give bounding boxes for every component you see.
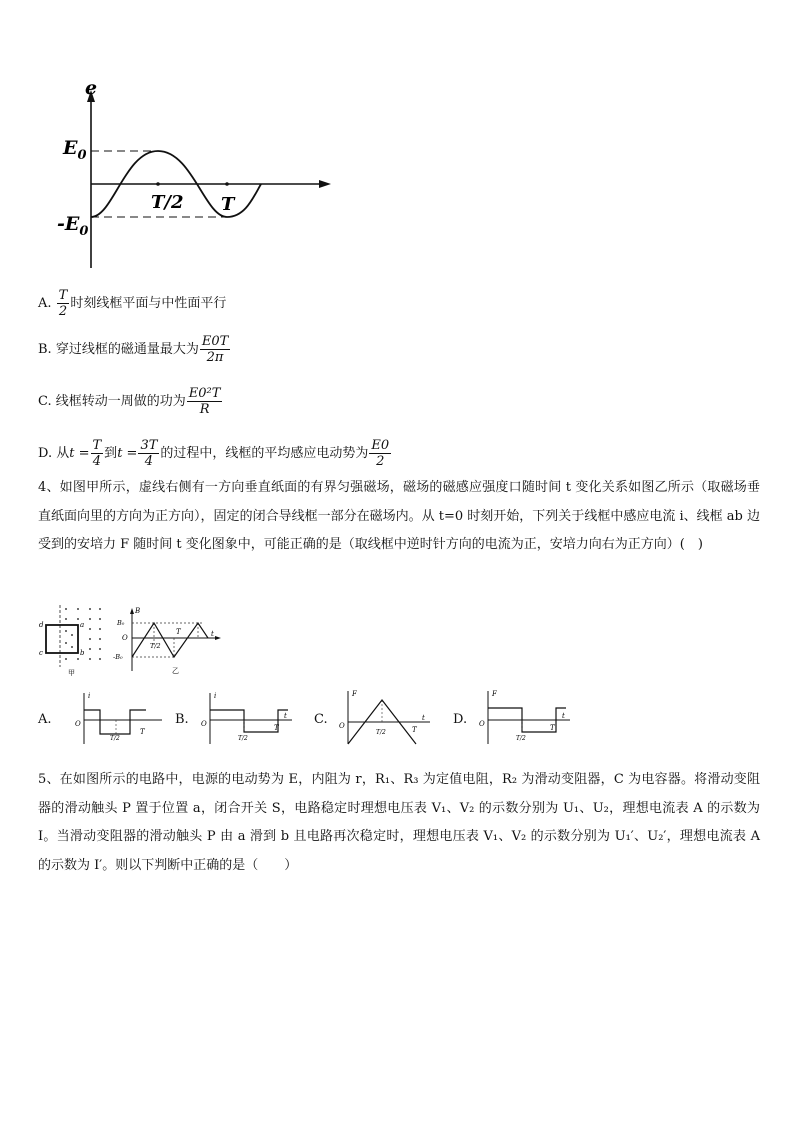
svg-text:i: i bbox=[88, 692, 91, 700]
T-half-label: T/2 bbox=[151, 192, 184, 213]
figure-yi bbox=[112, 605, 224, 677]
svg-text:O: O bbox=[75, 720, 81, 728]
q4-option-c-label[interactable]: C. bbox=[314, 712, 328, 727]
figure-jia bbox=[38, 605, 108, 677]
svg-text:t: t bbox=[422, 714, 425, 722]
q4-option-d-label[interactable]: D. bbox=[453, 712, 468, 727]
svg-text:b: b bbox=[80, 649, 85, 657]
svg-text:a: a bbox=[80, 621, 85, 629]
svg-text:O: O bbox=[201, 720, 207, 728]
svg-text:T: T bbox=[176, 628, 181, 636]
svg-text:T/2: T/2 bbox=[516, 735, 526, 742]
svg-text:T: T bbox=[274, 724, 279, 732]
svg-text:O: O bbox=[479, 720, 485, 728]
option-d: D. 从t = $\frac{T}{4}$ 到t = $\frac{3T}{4}$ 的过程中，线框的平均感应电动势为 $\frac{E0}{2}$ bbox=[38, 438, 390, 469]
emf-graph bbox=[55, 80, 340, 275]
svg-text:T/2: T/2 bbox=[238, 735, 248, 742]
q4-option-b-label[interactable]: B. bbox=[175, 712, 189, 727]
q4-option-a-graph[interactable] bbox=[72, 690, 164, 746]
fraction: $\frac{3T}{4}$ bbox=[140, 438, 158, 469]
question-4-text: 4、如图甲所示，虚线右侧有一方向垂直纸面的有界匀强磁场，磁场的磁感应强度口随时间 t 变化关系如图乙所示（取磁场垂直纸面向里的方向为正方向），固定的闭合导线框一部分在磁场内。从 t=0 时刻开始，下列关于线框中感应电流 i、线框 ab 边受到的安培力 F 随时间 t 变化图象中，可能正确的是（取线框中逆时针方向的电流为正，安培力向右为正方向）( ) bbox=[38, 480, 760, 552]
svg-text:t: t bbox=[562, 712, 565, 720]
svg-text:F: F bbox=[492, 690, 497, 698]
svg-text:i: i bbox=[214, 692, 217, 700]
q4-option-b-graph[interactable] bbox=[198, 690, 294, 746]
svg-text:O: O bbox=[339, 722, 345, 730]
fraction: $\frac{T}{4}$ bbox=[92, 438, 102, 469]
svg-text:d: d bbox=[39, 621, 44, 629]
svg-text:F: F bbox=[352, 690, 357, 698]
T-label: T bbox=[221, 194, 235, 215]
svg-text:T: T bbox=[140, 728, 145, 736]
option-a: A. $\frac{T}{2}$ 时刻线框平面与中性面平行 bbox=[38, 288, 227, 319]
svg-text:B: B bbox=[135, 607, 141, 615]
q4-option-d-graph[interactable] bbox=[476, 688, 572, 746]
e-axis-label: e bbox=[85, 80, 98, 99]
svg-text:T: T bbox=[412, 726, 417, 734]
svg-text:T/2: T/2 bbox=[150, 642, 161, 650]
q4-option-a-label[interactable]: A. bbox=[38, 712, 52, 727]
svg-text:T/2: T/2 bbox=[376, 729, 386, 736]
q4-option-c-graph[interactable] bbox=[336, 688, 432, 746]
B-curve bbox=[132, 623, 208, 657]
fraction: $\frac{E0T}{2\pi}$ bbox=[201, 334, 229, 365]
svg-text:T/2: T/2 bbox=[110, 735, 120, 742]
svg-text:t: t bbox=[211, 630, 214, 638]
svg-text:t: t bbox=[284, 712, 287, 720]
svg-text:B₀: B₀ bbox=[117, 619, 125, 627]
svg-text:c: c bbox=[39, 649, 43, 657]
svg-text:-B₀: -B₀ bbox=[113, 653, 123, 661]
negE0-label: $-E_0$ bbox=[57, 213, 89, 239]
option-b: B. 穿过线框的磁通量最大为 $\frac{E0T}{2\pi}$ bbox=[38, 334, 229, 365]
fraction: $\frac{T}{2}$ bbox=[58, 288, 68, 319]
fraction: $\frac{\text{E0²T}}{R}$ bbox=[188, 386, 221, 417]
svg-text:甲: 甲 bbox=[68, 669, 75, 677]
fraction: $\frac{E0}{2}$ bbox=[371, 438, 390, 469]
E0-label: $E_0$ bbox=[63, 137, 87, 163]
option-c: C. 线框转动一周做的功为 $\frac{\text{E0²T}}{R}$ bbox=[38, 386, 221, 417]
svg-text:T: T bbox=[550, 724, 555, 732]
svg-text:O: O bbox=[122, 634, 128, 642]
svg-text:乙: 乙 bbox=[172, 667, 179, 675]
question-5-text: 5、在如图所示的电路中，电源的电动势为 E，内阻为 r，R₁、R₃ 为定值电阻，R₂ 为滑动变阻器，C 为电容器。将滑动变阻器的滑动触头 P 置于位置 a，闭合开关 S，电路稳定时理想电压表 V₁、V₂ 的示数分别为 U₁、U₂，理想电流表 A 的示数为 I。当滑动变阻器的滑动触头 P 由 a 滑到 b 且电路再次稳定时，理想电压表 V₁、V₂ 的示数分别为 U₁′、U₂′，理想电流表 A 的示数为 I′。则以下判断中正确的是（ ） bbox=[38, 772, 760, 873]
